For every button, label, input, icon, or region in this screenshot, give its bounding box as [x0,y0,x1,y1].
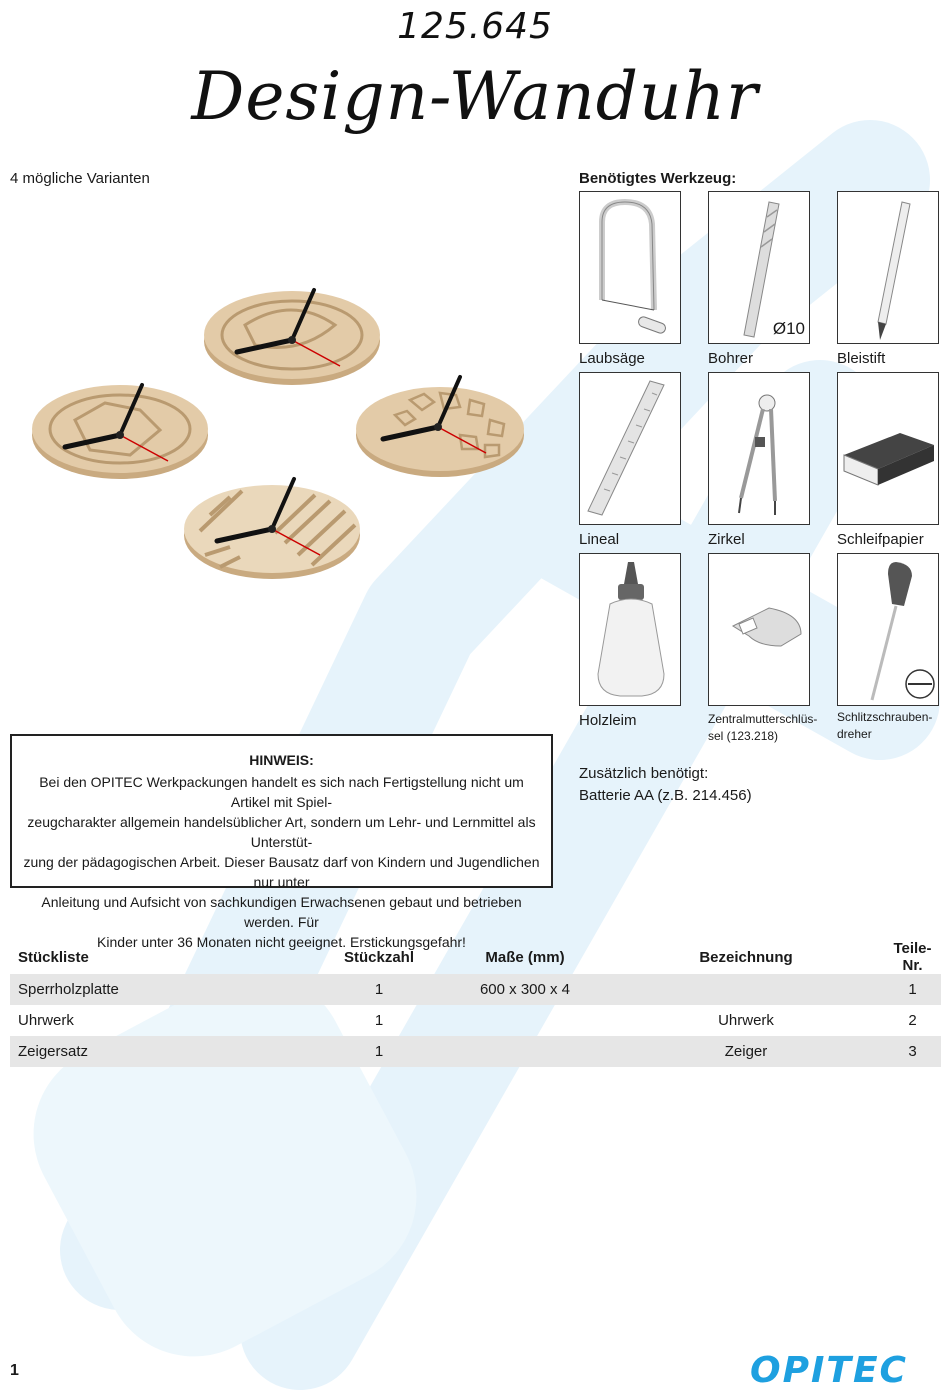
notice-line: zeugcharakter allgemein handelsüblicher Art, sondern um Lehr- und Lernmittel als Unterstüt- [27,814,536,850]
tool-label [837,709,947,743]
tool-schleifpapier [837,372,939,525]
table-header-row [10,940,941,974]
clock-variant-stones [356,377,524,477]
tool-label-line: sel (123.218) [708,729,779,743]
table-cell: 1 [316,1036,442,1067]
tool-label: Schleifpapier [837,531,924,548]
tool-label-line: Schlitzschrauben- [837,710,933,724]
additional-required [579,763,752,807]
notice-line: Anleitung und Aufsicht von sachkundigen Erwachsenen gebaut und betrieben werden. Für [41,894,522,930]
tool-label: Holzleim [579,712,637,729]
clock-variant-stripes [184,479,360,579]
clock-variant-pattern [32,385,208,479]
additional-label: Zusätzlich benötigt: [579,765,709,782]
opitec-logo [722,1352,936,1388]
table-cell: Zeigersatz [10,1036,316,1067]
compass-icon [709,373,809,524]
tool-label-line: Zentralmutterschlüs- [708,712,818,726]
tool-laubsaege [579,191,681,344]
notice-line: zung der pädagogischen Arbeit. Dieser Bausatz darf von Kindern und Jugendlichen nur unter [23,854,540,890]
tool-label: Lineal [579,531,620,548]
column-header: Stückzahl [343,948,415,966]
table-cell: Uhrwerk [718,1012,774,1029]
tools-heading: Benötigtes Werkzeug: [579,170,737,187]
tool-label-line: dreher [837,727,872,741]
article-number: 125.645 [397,6,553,47]
table-cell: 1 [374,1012,384,1029]
table-cell: 3 [884,1036,941,1067]
table-cell: Zeiger [608,1036,884,1067]
nut-key-icon [709,554,809,705]
table-cell [442,1005,608,1036]
tool-label: Laubsäge [579,350,645,367]
table-cell: 1 [884,974,941,1005]
notice-line: Bei den OPITEC Werkpackungen handelt es sich nach Fertigstellung nicht um Artikel mit Spiel- [39,774,524,810]
page-number: 1 [10,1362,19,1379]
table-cell: 2 [908,1012,917,1029]
column-header: Stückliste [18,948,89,966]
table-row [10,974,941,1005]
tool-schlitzschraubendreher [837,553,939,706]
sandpaper-block-icon [838,373,938,524]
tool-holzleim [579,553,681,706]
table-cell [442,1036,608,1067]
table-cell: 600 x 300 x 4 [442,974,608,1005]
notice-text [22,772,541,952]
variants-caption: 4 mögliche Varianten [10,170,150,187]
tool-label: Zirkel [708,531,745,548]
glue-bottle-icon [580,554,680,705]
table-cell: 1 [316,974,442,1005]
table-row [10,1036,941,1067]
additional-item: Batterie AA (z.B. 214.456) [579,787,752,804]
column-header: Bezeichnung [699,948,793,966]
tool-bohrer [708,191,810,344]
screwdriver-icon [838,554,938,705]
column-header: Maße (mm) [485,948,565,966]
fret-saw-icon [580,192,680,343]
brand-name: OPITEC [750,1352,908,1388]
tool-label: Bleistift [837,350,886,367]
clock-variant-ring [204,290,380,385]
tool-lineal [579,372,681,525]
safety-notice [10,734,553,950]
clock-variants-illustration [30,285,540,585]
pencil-icon [838,192,938,343]
notice-title: HINWEIS: [249,752,314,768]
page-title: Design-Wanduhr [191,58,759,135]
tool-zentralmutterschluessel [708,553,810,706]
tool-zirkel [708,372,810,525]
table-row [10,1005,941,1036]
tool-bleistift [837,191,939,344]
notice-line: Kinder unter 36 Monaten nicht geeignet. Erstickungsgefahr! [97,934,466,950]
parts-list-table [10,940,941,1067]
tool-label [708,711,818,745]
tool-label: Bohrer [708,350,754,367]
table-cell: Sperrholzplatte [10,974,316,1005]
table-cell [608,974,884,1005]
drill-diameter-badge: Ø10 [772,319,805,338]
table-cell: Uhrwerk [18,1012,74,1029]
ruler-icon [580,373,680,524]
column-header: Teile-Nr. [893,940,932,974]
